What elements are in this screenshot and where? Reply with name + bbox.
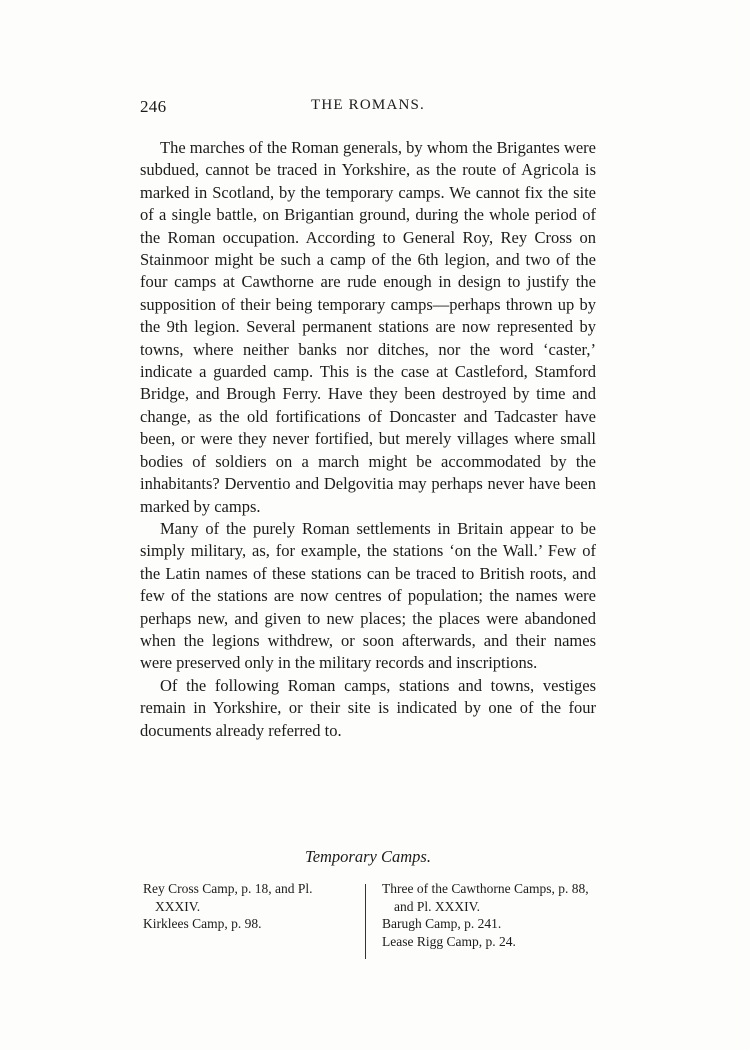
paragraph-following-camps: Of the following Roman camps, stations and towns, vestiges remain in Yorkshire, or their site is indicated by one of the four documents already referred to. [140, 675, 596, 740]
camp-list-right [382, 880, 602, 950]
paragraph-roman-settlements: Many of the purely Roman settlements in Britain appear to be simply military, as, for example, the stations ‘on the Wall.’ Few of the Latin names of these stations can be traced to British roots, and few of the stations are now centres of population; the names were perhaps new, and given to new places; the places were abandoned when the legions withdrew, or soon afterwards, and their names were preserved only in the military records and inscriptions. [140, 518, 596, 673]
paragraph-roman-marches: The marches of the Roman generals, by whom the Brigantes were subdued, cannot be traced in Yorkshire, as the route of Agricola is marked in Scotland, by the temporary camps. We cannot fix the site of a single battle, on Brigantian ground, during the whole period of the Roman occupation. According to General Roy, Rey Cross on Stainmoor might be such a camp of the 6th legion, and two of the four camps at Cawthorne are rude enough in design to justify the supposition of their being temporary camps—perhaps thrown up by the 9th legion. Several permanent stations are now represented by towns, where neither banks nor ditches, nor the word ‘caster,’ indicate a guarded camp. This is the case at Castleford, Stamford Bridge, and Brough Ferry. Have they been destroyed by time and change, as the old fortifications of Doncaster and Tadcaster have been, or were they never fortified, but merely villages where small bodies of soldiers on a march might be accommodated by the inhabitants? Derventio and Delgovitia may perhaps never have been marked by camps. [140, 138, 596, 516]
section-title: Temporary Camps. [305, 847, 431, 866]
list-item: Three of the Cawthorne Camps, p. 88, and Pl. XXXIV. [382, 881, 589, 914]
camp-list-left [143, 880, 358, 933]
list-item: Lease Rigg Camp, p. 24. [382, 933, 516, 949]
running-title: THE ROMANS. [310, 97, 426, 113]
running-head [140, 97, 596, 121]
list-item: Barugh Camp, p. 241. [382, 916, 502, 932]
list-item: Rey Cross Camp, p. 18, and Pl. XXXIV. [143, 881, 313, 914]
body-text [140, 137, 596, 742]
list-item: Kirklees Camp, p. 98. [143, 916, 262, 932]
page-number: 246 [140, 97, 167, 116]
column-divider [365, 884, 366, 959]
